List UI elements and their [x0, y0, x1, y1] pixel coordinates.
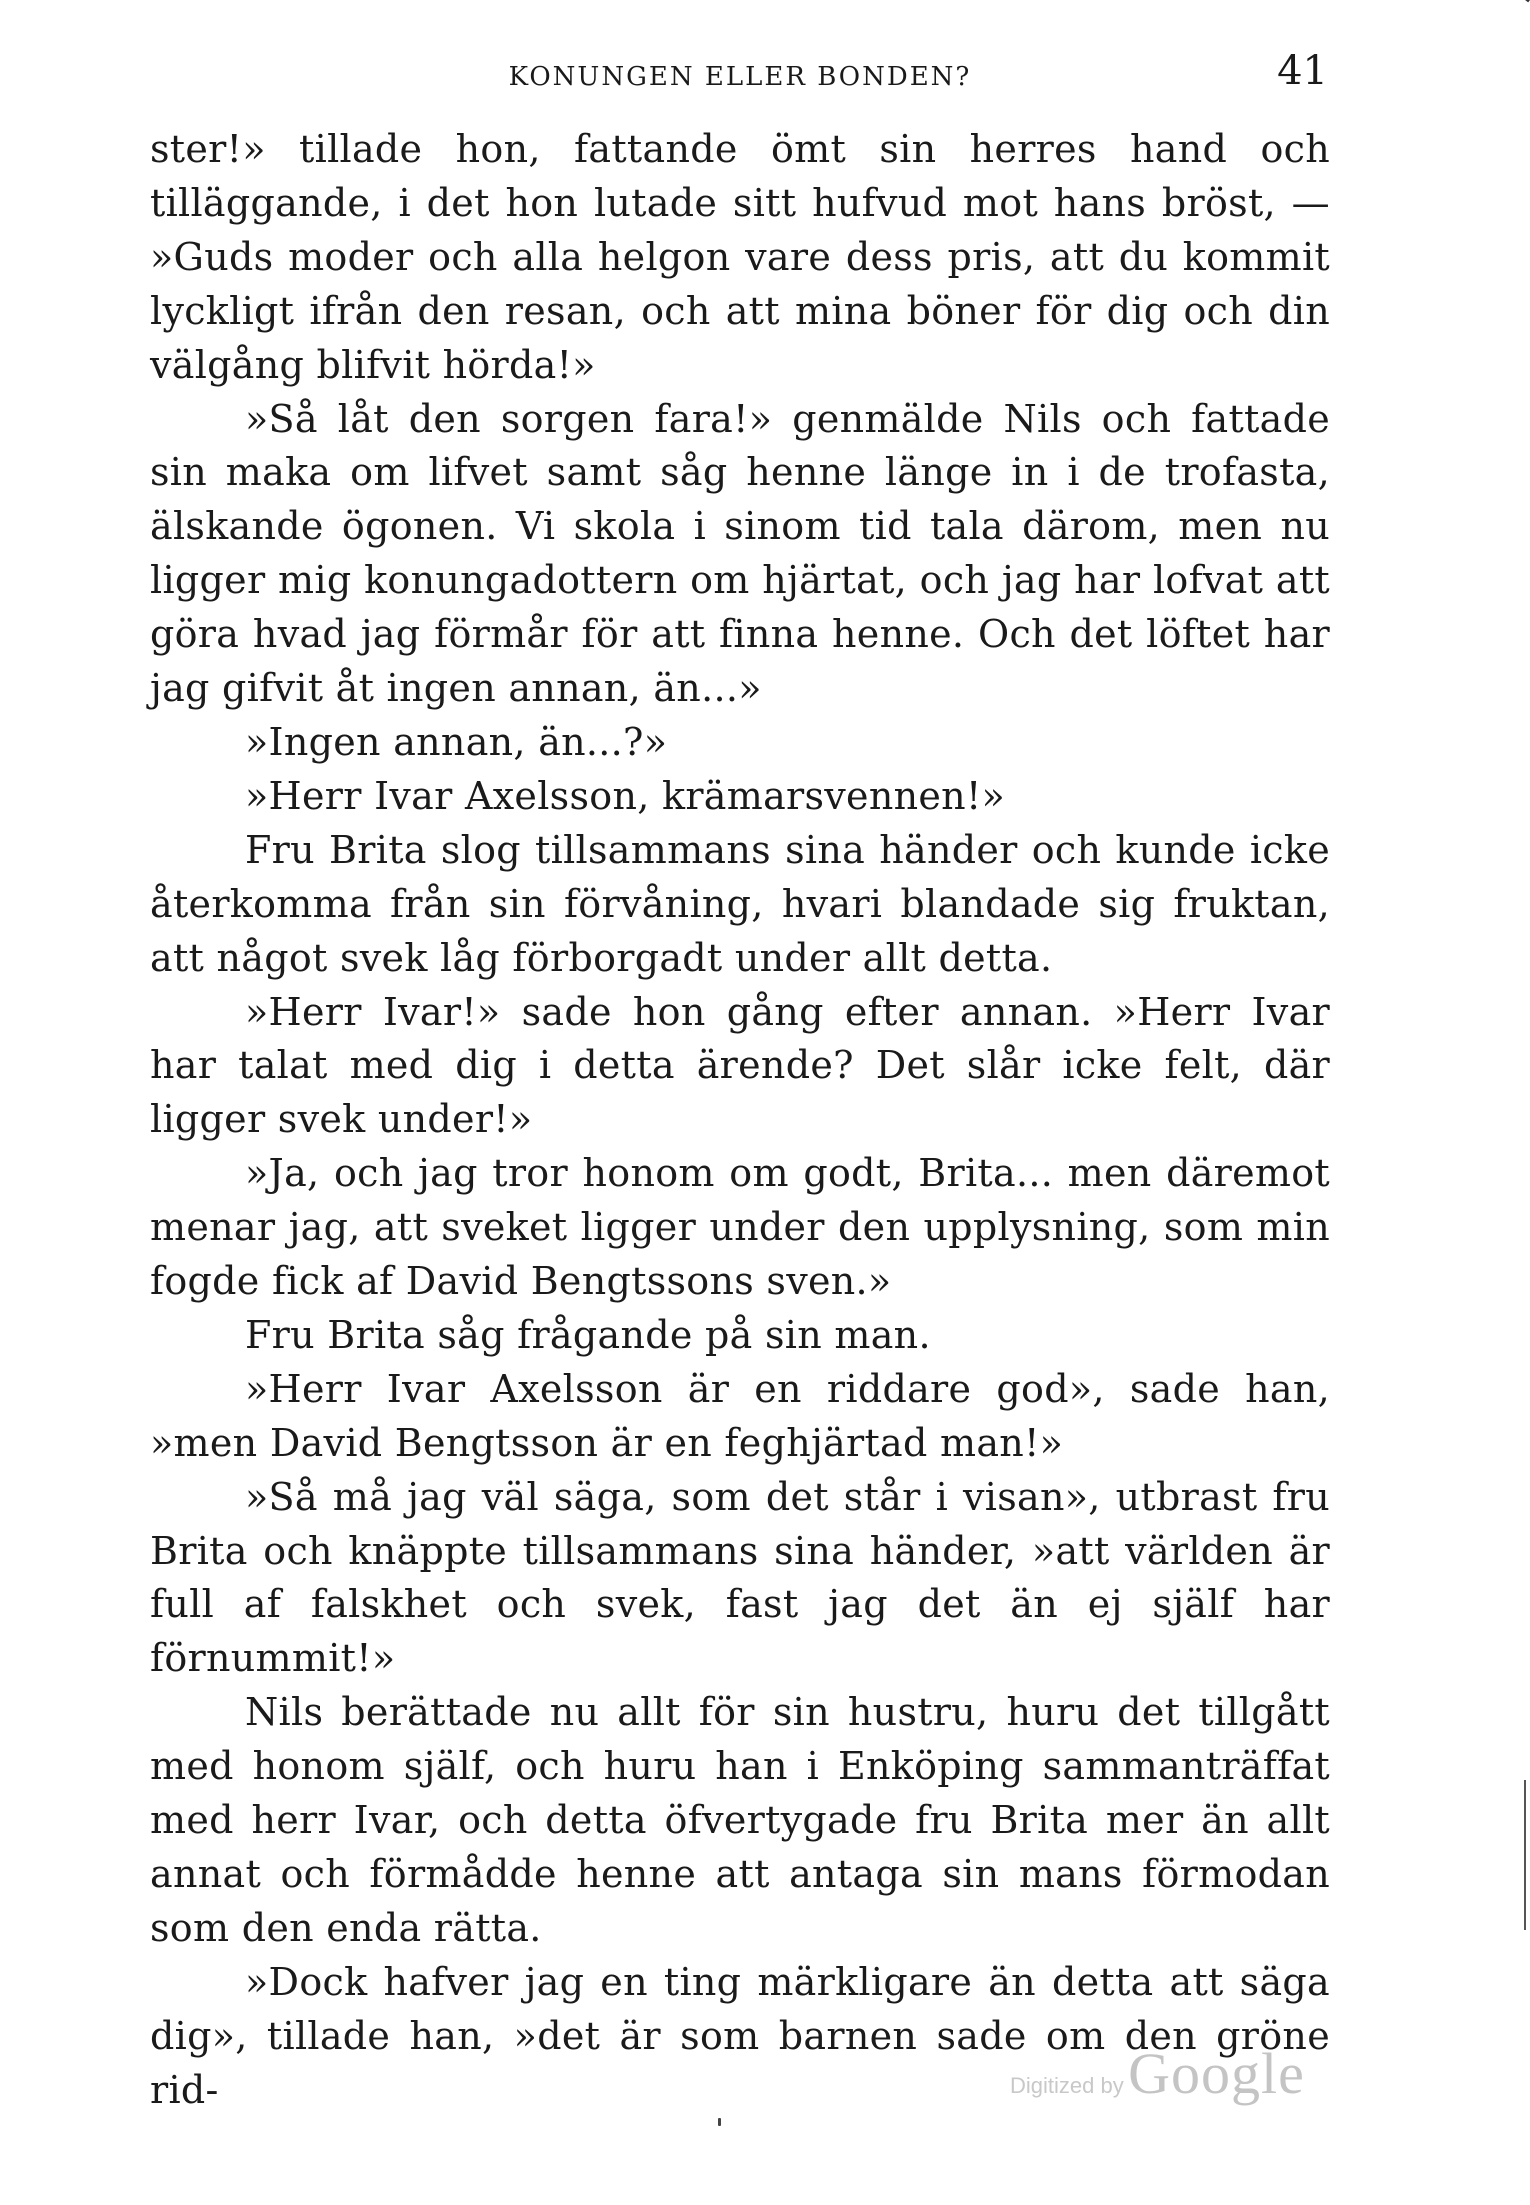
page-number: 41: [1277, 48, 1328, 94]
paragraph: »Herr Ivar!» sade hon gång efter annan. »Herr Ivar har talat med dig i detta ärende? Det slår icke felt, där ligger svek under!»: [150, 989, 1330, 1142]
paragraph: ster!» tillade hon, fattande ömt sin herres hand och tilläggande, i det hon lutade sitt hufvud mot hans bröst, — »Guds moder och alla helgon vare dess pris, att du kommit lyckligt ifrån den resan, och att mina böner för dig och din välgång blifvit hörda!»: [150, 127, 1330, 387]
scan-speck: [718, 2118, 721, 2126]
paragraph: Fru Brita såg frågande på sin man.: [245, 1312, 931, 1357]
watermark-digitized-label: Digitized by: [1010, 2073, 1124, 2098]
scan-edge-line: [1524, 1780, 1526, 1930]
paragraph: »Herr Ivar Axelsson, krämarsvennen!»: [245, 773, 1006, 818]
paragraph: »Så må jag väl säga, som det står i visan», utbrast fru Brita och knäppte tillsammans sina händer, »att världen är full af falskhet och svek, fast jag det än ej själf har förnummit!»: [150, 1474, 1330, 1681]
paragraph: »Dock hafver jag en ting märkligare än detta att säga dig», tillade han, »det är som barnen sade om den gröne rid-: [150, 1959, 1330, 2112]
scan-corner-mark: [1514, 0, 1530, 2]
paragraph: »Ja, och jag tror honom om godt, Brita... men däremot menar jag, att sveket ligger under den upplysning, som min fogde fick af David Bengtssons sven.»: [150, 1151, 1330, 1304]
paragraph: »Ingen annan, än...?»: [245, 719, 668, 764]
paragraph: »Herr Ivar Axelsson är en riddare god», sade han, »men David Bengtsson är en feghjärtad man!»: [150, 1366, 1330, 1465]
paragraph: »Så låt den sorgen fara!» genmälde Nils och fattade sin maka om lifvet samt såg henne länge in i de trofasta, älskande ögonen. Vi skola i sinom tid tala därom, men nu ligger mig konungadottern om hjärtat, och jag har lofvat att göra hvad jag förmår för att finna henne. Och det löftet har jag gifvit åt ingen annan, än...»: [150, 396, 1330, 711]
digitized-watermark: [1010, 2040, 1305, 2107]
paragraph: Nils berättade nu allt för sin hustru, huru det tillgått med honom själf, och huru han i Enköping sammanträffat med herr Ivar, och detta öfvertygade fru Brita mer än allt annat och förmådde henne att antaga sin mans förmodan som den enda rätta.: [150, 1690, 1330, 1950]
running-title: KONUNGEN ELLER BONDEN?: [508, 62, 972, 92]
page-header: [150, 48, 1330, 98]
paragraph: Fru Brita slog tillsammans sina händer och kunde icke återkomma från sin förvåning, hvari blandade sig fruktan, att något svek låg förborgadt under allt detta.: [150, 827, 1330, 980]
watermark-brand-logo: Google: [1128, 2041, 1305, 2106]
body-text: [150, 123, 1330, 2118]
